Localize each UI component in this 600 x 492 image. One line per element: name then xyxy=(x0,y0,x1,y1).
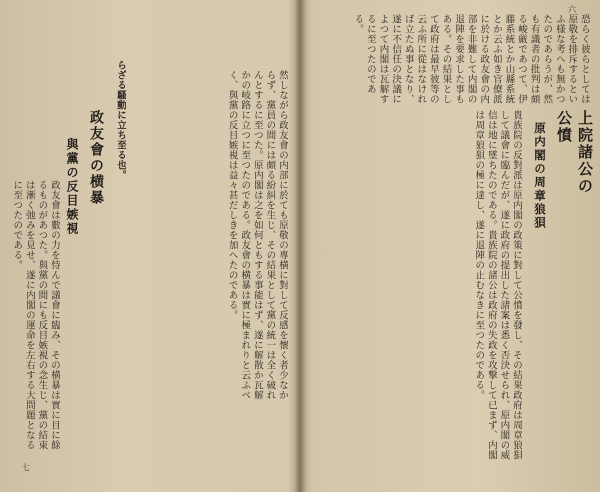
right-page xyxy=(302,0,600,492)
page-number: 六 xyxy=(568,5,576,14)
body-text-lower: 政友會は數の力を恃んで議會に臨み、その横暴は實に目に餘るものがあつた。與黨の間にも反目嫉視の念生じ、黨の結束は漸く弛みを見せ、遂に内閣の運命を左右する大問題となるに至つたのである。 xyxy=(11,180,60,450)
body-text-lower: 貴族院の反對派は原内閣の政策に對して公憤を發し、その結果政府は周章狼狽して議會に臨んだが、遂に政府の提出した諸案は悉く否決せられ、原内閣の威信は地に墜ちたのである。貴族院の諸公は政府の失政を攻撃して已まず、内閣は周章狼狽の極に達し、遂に退陣の止むなきに至つたのである。 xyxy=(473,110,522,460)
section-title: 政友會の横暴 xyxy=(88,110,104,206)
section-subtitle: 原内閣の周章狼狽 xyxy=(533,122,547,230)
body-text-upper: 恐らく彼らとしては原敬を排斥するといふ様な考へも無かつたのであらうが、然も有識者の批判は頗る峻厳であつて、伊藤系統とか山縣系統とか云ふ如き官僚派に於ける政友會の内部を非難して内閣の退陣を要求した事もある。その結果として政府は最早彼等の云ふ所に從はなければ立たぬ事となり、遂に不信任の決議によつて内閣は瓦解するに至つたのである。 xyxy=(352,14,590,104)
left-page xyxy=(0,0,298,492)
body-text-upper: 然しながら政友會の内部に於ても原敬の專横に對して反感を懷く者少なからず、黨員の間には頗る紛糾を生じ、その結果として黨の統一は全く破れんとするに至つた。原内閣は之を如何ともする事能はず、遂に解散か瓦解かの岐路に立つに至つたのである。政友會の横暴は實に極まれりと云ふべく、與黨の反目嫉視は益々甚だしきを加へたのである。 xyxy=(226,70,288,400)
book-gutter xyxy=(294,0,306,492)
page-number: 七 xyxy=(22,463,30,472)
closing-line: らざる騷動に立ち至る也。 xyxy=(115,60,126,180)
section-subtitle: 與黨の反目嫉視 xyxy=(65,138,79,236)
section-title: 上院諸公の公憤 xyxy=(555,110,594,195)
